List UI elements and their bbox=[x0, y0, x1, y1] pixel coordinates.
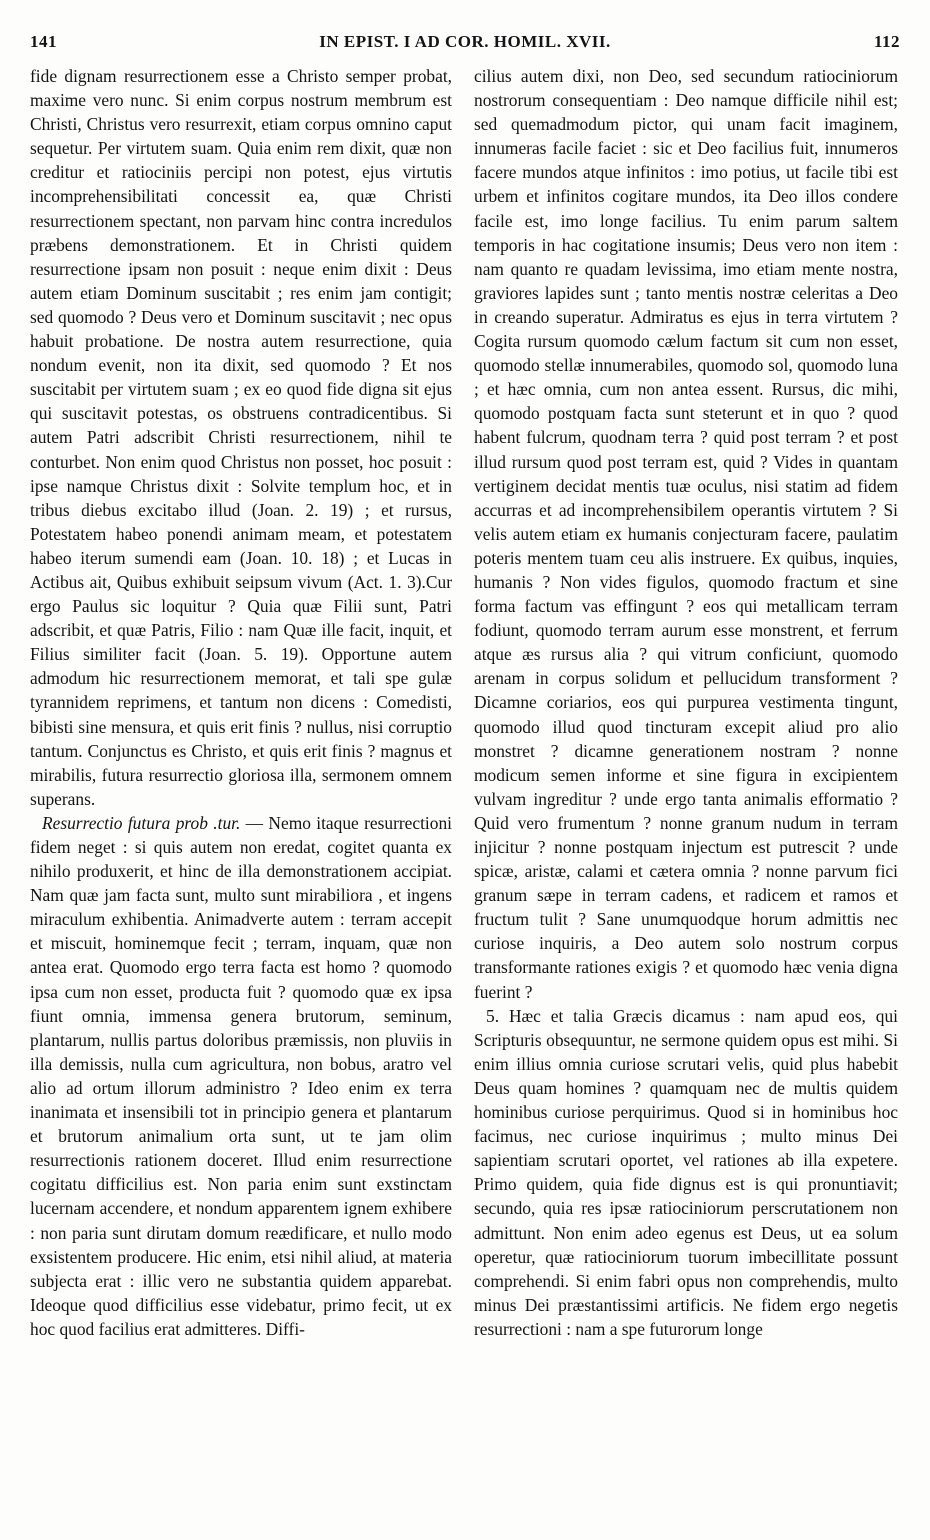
right-paragraph-2: 5. Hæc et talia Græcis dicamus : nam apud eos, qui Scripturis obsequuntur, ne sermone quidem opus est mihi. Si enim illius omnia curiose scrutari velis, quid plus habebit Deus quam homines ? quamquam nec de multis quidem hominibus curiose perquirimus. Quod si in hominibus hoc facimus, nec curiose inquirimus ; multo minus Dei sapientiam scrutari oportet, vel rationes ab illa expetere. Primo quidem, quia fide dignus est is qui pronuntiavit; secundo, quia res ipsæ ratiociniorum perscrutationem non admittunt. Non enim adeo egenus est Deus, ut ea solum operetur, quæ ratiociniorum tuorum imbecillitate possunt comprehendi. Si enim fabri opus non comprehendis, multo minus Dei præstantissimi artificis. Ne fidem ergo negetis resurrectioni : nam a spe futurorum longe bbox=[474, 1005, 898, 1339]
left-paragraph-2-body: — Nemo itaque resurrectioni fidem neget : si quis autem non eredat, cogitet quanta ex nihilo produxerit, et hinc de illa demonstrationem accipiat. Nam quæ jam facta sunt, multo sunt mirabiliora , et ingens miraculum exhibentia. Animadverte autem : terram accepit et miscuit, hominemque fecit ; terram, inquam, quæ non antea erat. Quomodo ergo terra facta est homo ? quomodo ipsa cum non esset, producta fuit ? quomodo quæ ex ipsa fiunt omnia, immensa genera brutorum, seminum, plantarum, nullis partus doloribus præmissis, non pluviis in illa demissis, nulla cum agricultura, non bobus, aratro vel alio ad ortum illorum administro ? Ideo enim ex terra inanimata et insensibili tot in principio genera et plantarum et brutorum animalium orta sunt, ut te jam olim resurrectionis rationem doceret. Illud enim resurrectione cogitatu difficilius est. Non paria enim sunt exstinctam lucernam accendere, et nondum apparentem ignem exhibere : non paria sunt dirutam domum reædificare, et nullo modo exsistentem producere. Hic enim, etsi nihil aliud, at materia subjecta erat : illic vero ne substantia quidem apparebat. Ideoque quod difficilius esse videbatur, primo fecit, ut ex hoc quod facilius erat admitteres. Diffi- bbox=[30, 812, 452, 1339]
page-header bbox=[30, 32, 900, 58]
left-paragraph-1: fide dignam resurrectionem esse a Christo semper probat, maxime vero nunc. Si enim corpus nostrum membrum est Christi, Christus vero resurrexit, etiam corpus omnino caput sequetur. Per virtutem suam. Quia enim rem dixit, quæ non creditur et ratiociniis percipi non potest, ejus virtutis incomprehensibilitati concessit ea, quæ Christi resurrectionem spectant, non parvam hinc contra incredulos præbens demonstrationem. Et in Christi quidem resurrectione ipsam non posuit : neque enim dixit : Deus autem etiam Dominum suscitabit ; res enim jam contigit; sed quomodo ? Deus vero et Dominum suscitavit ; nec opus habuit probatione. De nostra autem resurrectione, quia nondum evenit, non ita dixit, sed quomodo ? Et nos suscitabit per virtutem suam ; ex eo quod fide digna sit ejus qui suscitavit potestas, os obstruens contradicentibus. Si autem Patri adscribit Christi resurrectionem, nihil te conturbet. Non enim quod Christus non posset, hoc posuit : ipse namque Christus dixit : Solvite templum hoc, et in tribus diebus excitabo illud (Joan. 2. 19) ; et rursus, Potestatem habeo ponendi animam meam, et potestatem habeo iterum sumendi eam (Joan. 10. 18) ; et Lucas in Actibus ait, Quibus exhibuit seipsum vivum (Act. 1. 3).Cur ergo Paulus sic loquitur ? Quia quæ Filii sunt, Patri adscribit, et quæ Patris, Filio : nam Quæ ille facit, inquit, et Filius similiter facit (Joan. 5. 19). Opportune autem admodum hic resurrectionem memorat, et tali spe gulæ tyrannidem reprimens, et tantum non dicens : Comedisti, bibisti sine mensura, et quis erit finis ? nullus, nisi corruptio tantum. Conjunctus es Christo, et quis erit finis ? magnus et mirabilis, futura resurrectio gloriosa illa, sermonem omnem superans. bbox=[30, 66, 452, 809]
left-column bbox=[30, 64, 452, 1514]
running-title: IN EPIST. I AD COR. HOMIL. XVII. bbox=[319, 32, 611, 51]
left-paragraph-2 bbox=[30, 811, 452, 1341]
right-page-number: 112 bbox=[873, 32, 900, 51]
side-heading: Resurrectio futura prob .tur. bbox=[42, 812, 241, 833]
right-column bbox=[474, 64, 898, 1514]
right-paragraph-1: cilius autem dixi, non Deo, sed secundum ratiociniorum nostrorum consequentiam : Deo namque difficile nihil est; sed quemadmodum pictor, qui unam facit imaginem, innumeras facile faciet : sic et Deo facilius fuit, innumeros facere mundos atque infinitos : imo potius, ut facile tibi est urbem et infinitos cogitare mundos, ita Deo illos condere facile est, imo longe facilius. Tu enim parum saltem temporis in hac cogitatione insumis; Deus vero non item : nam quanto re quadam levissima, imo etiam mente nostra, graviores lapides sunt ; tanto mentis nostræ celeritas a Deo in creando superatur. Admiratus es ejus in terra virtutem ? Cogita rursum quomodo cælum factum sit cum non esset, quomodo stellæ innumerabiles, quomodo sol, quomodo luna ; et hæc omnia, cum non antea essent. Rursus, dic mihi, quomodo postquam facta sunt steterunt et in quo ? quod habent fulcrum, quodnam terra ? quid post terram ? et post illud rursum quod post terram est, quid ? Vides in quantam vertiginem decidat mentis tuæ oculus, nisi statim ad fidem accurras et ad incomprehensibilem operantis virtutem ? Si velis autem etiam ex humanis conjecturam facere, paulatim poteris mentem tuam ceu alis instruere. Ex quibus, inquies, humanis ? Non vides figulos, quomodo fractum et sine forma factum vas effingunt ? eos qui metallicam terram fodiunt, quomodo terram aurum esse monstrent, et ferrum atque æs rursus alia ? qui vitrum conficiunt, quomodo arenam in corpus solidum et pellucidum transforment ? Dicamne coriarios, eos qui purpurea vestimenta tingunt, quomodo illud quod tincturam excepit aliud pro alio monstret ? dicamne generationem nostram ? nonne modicum semen informe et sine figura in excipientem vulvam ingreditur ? unde ergo tanta animalis efformatio ? Quid vero frumentum ? nonne granum nudum in terram injicitur ? nonne postquam injectum est putrescit ? unde spicæ, aristæ, calami et cætera omnia ? nonne parvum fici granum sæpe in terram cadens, et radicem et ramos et fructum tulit ? Sane unumquodque horum admittis nec curiose inquiris, a Deo autem solo nostrum corpus transformante rationes exigis ? et quomodo hæc venia digna fuerint ? bbox=[474, 66, 898, 1002]
left-page-number: 141 bbox=[30, 32, 57, 51]
column-gutter bbox=[458, 64, 459, 1514]
